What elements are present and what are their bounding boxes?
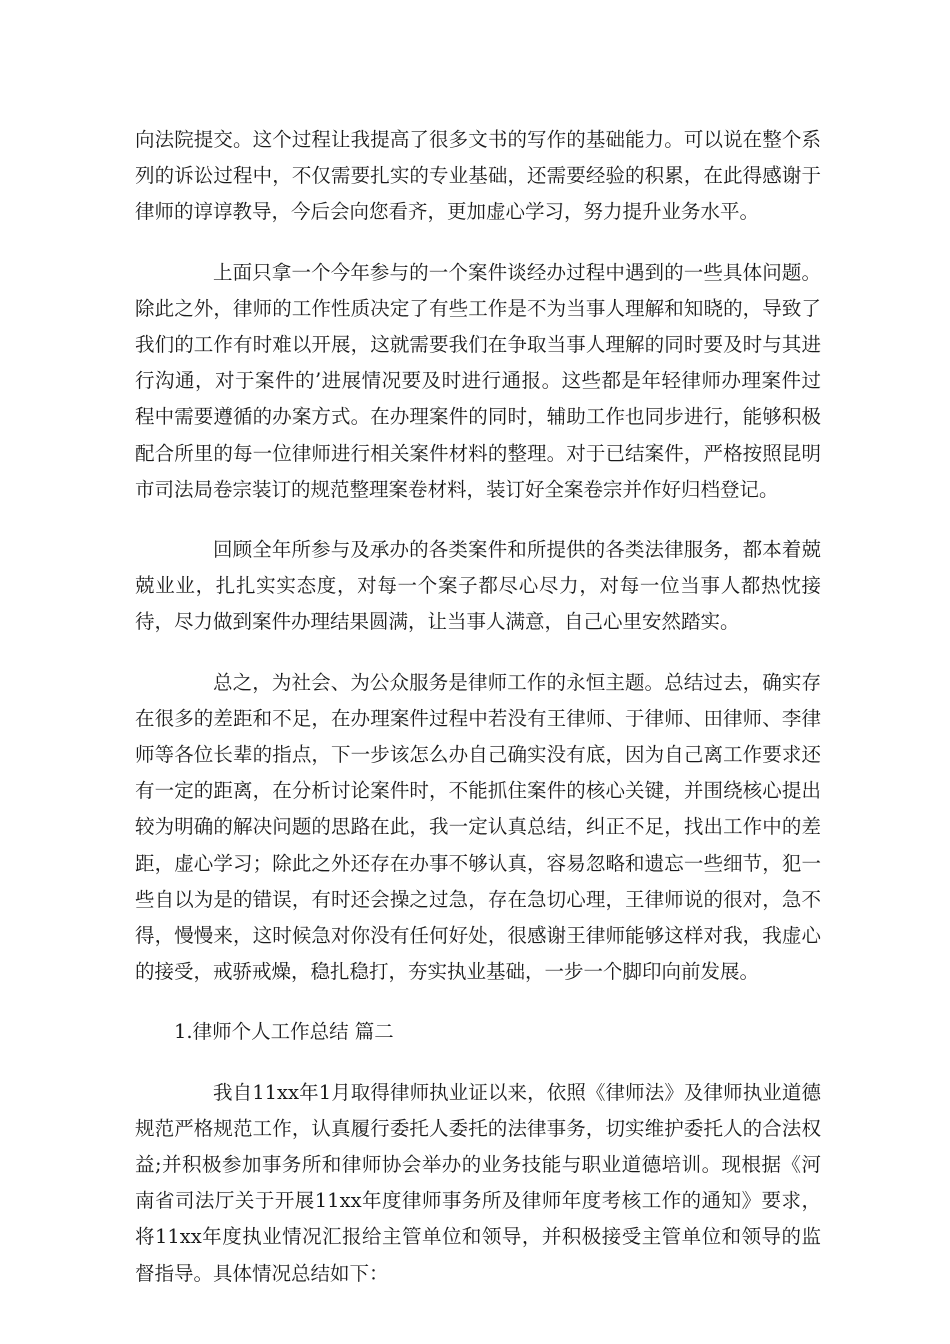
paragraph-4: 总之，为社会、为公众服务是律师工作的永恒主题。总结过去，确实存在很多的差距和不足，在办理案件过程中若没有王律师、于律师、田律师、李律师等各位长辈的指点，下一步该怎么办自己确实没有底，因为自己离工作要求还有一定的距离，在分析讨论案件时，不能抓住案件的核心关键，并围绕核心提出较为明确的解决问题的思路在此，我一定认真总结，纠正不足，找出工作中的差距，虚心学习；除此之外还存在办事不够认真，容易忽略和遗忘一些细节，犯一些自以为是的错误，有时还会操之过急，存在急切心理，王律师说的很对，急不得，慢慢来，这时候急对你没有任何好处，很感谢王律师能够这样对我，我虚心的接受，戒骄戒燥，稳扎稳打，夯实执业基础，一步一个脚印向前发展。 <box>135 670 821 984</box>
paragraph-1: 向法院提交。这个过程让我提高了很多文书的写作的基础能力。可以说在整个系列的诉讼过程中，不仅需要扎实的专业基础，还需要经验的积累，在此得感谢于律师的谆谆教导，今后会向您看齐，更加虚心学习，努力提升业务水平。 <box>135 128 821 224</box>
paragraph-2: 上面只拿一个今年参与的一个案件谈经办过程中遇到的一些具体问题。除此之外，律师的工作性质决定了有些工作是不为当事人理解和知晓的，导致了我们的工作有时难以开展，这就需要我们在争取当事人理解的同时要及时与其进行沟通，对于案件的’进展情况要及时进行通报。这些都是年轻律师办理案件过程中需要遵循的办案方式。在办理案件的同时，辅助工作也同步进行，能够积极配合所里的每一位律师进行相关案件材料的整理。对于已结案件，严格按照昆明市司法局卷宗装订的规范整理案卷材料，装订好全案卷宗并作好归档登记。 <box>135 260 821 501</box>
document-page <box>135 122 821 1316</box>
section-heading: 1.律师个人工作总结 篇二 <box>174 1020 394 1044</box>
paragraph-5: 我自11xx年1月取得律师执业证以来，依照《律师法》及律师执业道德规范严格规范工作，认真履行委托人委托的法律事务，切实维护委托人的合法权益;并积极参加事务所和律师协会举办的业务技能与职业道德培训。现根据《河南省司法厅关于开展11xx年度律师事务所及律师年度考核工作的通知》要求，将11xx年度执业情况汇报给主管单位和领导，并积极接受主管单位和领导的监督指导。具体情况总结如下： <box>135 1080 821 1285</box>
paragraph-3: 回顾全年所参与及承办的各类案件和所提供的各类法律服务，都本着兢兢业业，扎扎实实态度，对每一个案子都尽心尽力，对每一位当事人都热忱接待，尽力做到案件办理结果圆满，让当事人满意，自己心里安然踏实。 <box>135 538 821 634</box>
